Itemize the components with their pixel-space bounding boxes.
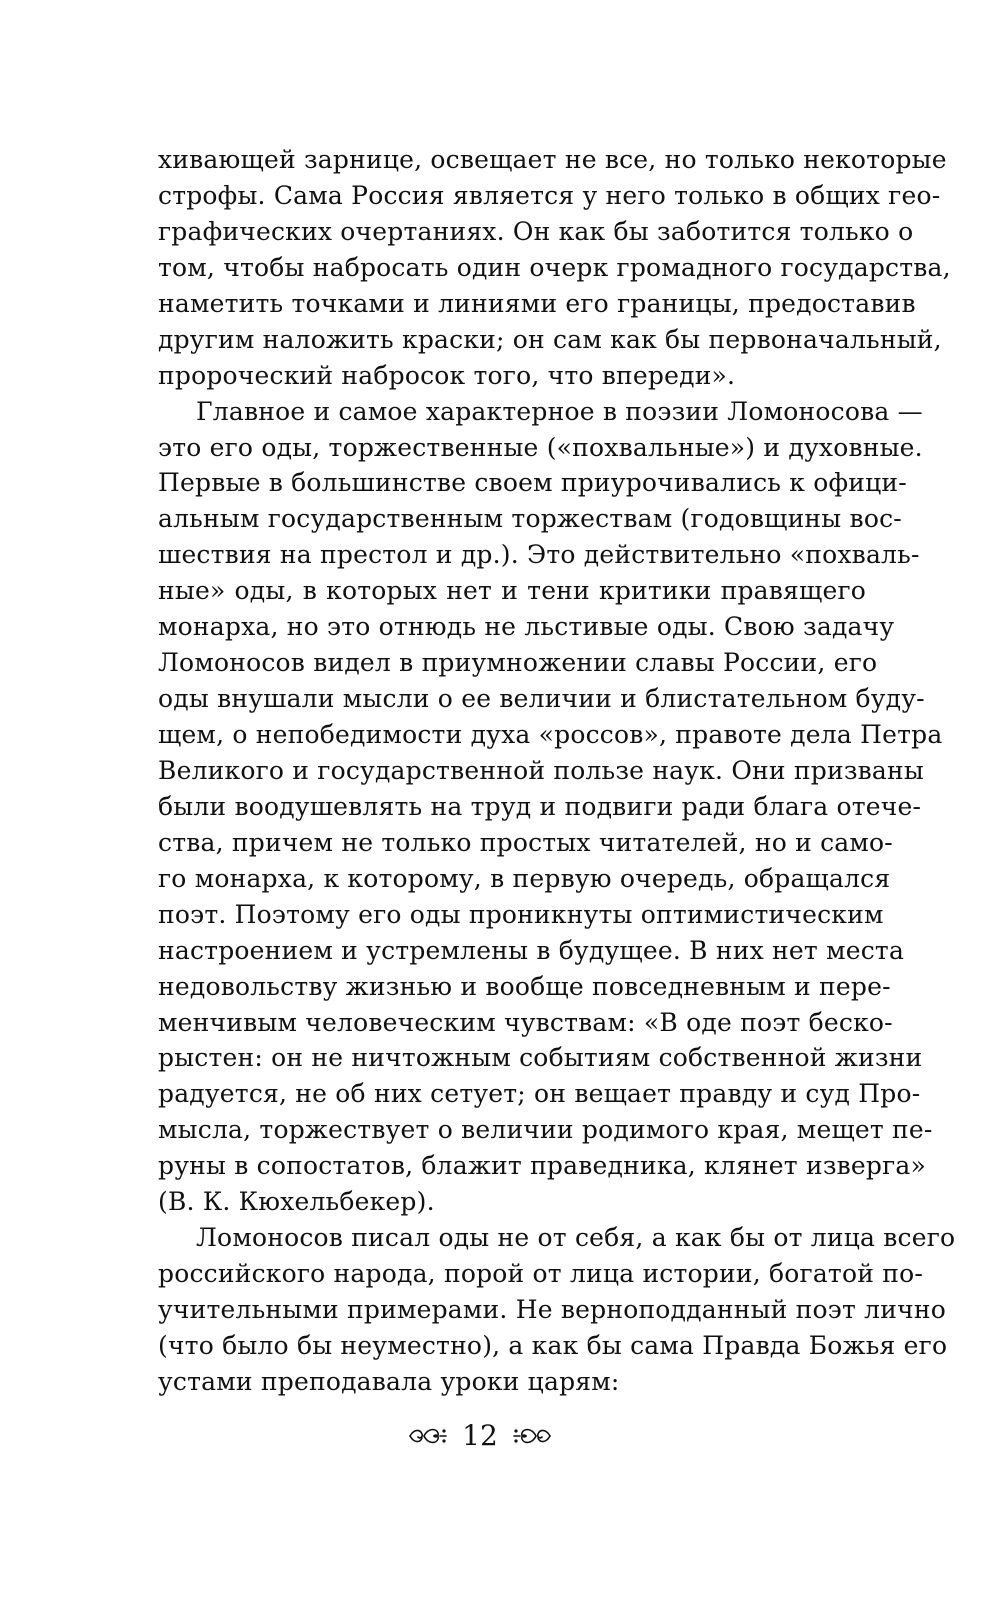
text-line: поэт. Поэтому его оды проникнуты оптимистическим bbox=[158, 899, 884, 929]
text-line: альным государственным торжествам (годовщины вос- bbox=[158, 504, 902, 534]
paragraph bbox=[158, 394, 943, 1221]
text-line: щем, о непобедимости духа «россов», правоте дела Петра bbox=[158, 720, 943, 749]
text-line: Ломоносов видел в приумножении славы России, его bbox=[158, 648, 878, 678]
text-line: го монарха, к которому, в первую очередь, обращался bbox=[158, 863, 891, 893]
folio bbox=[0, 1418, 960, 1454]
paragraph bbox=[158, 142, 951, 394]
paragraph bbox=[158, 1220, 956, 1400]
text-line: радуется, не об них сетует; он вещает правду и суд Про- bbox=[158, 1079, 921, 1109]
text-line: учительными примерами. Не верноподданный поэт лично bbox=[158, 1295, 946, 1324]
fleuron-right-icon bbox=[512, 1423, 554, 1449]
text-line: были воодушевлять на труд и подвиги ради блага отече- bbox=[158, 791, 922, 821]
text-line: монарха, но это отнюдь не льстивые оды. Свою задачу bbox=[158, 612, 895, 642]
text-line: менчивым человеческим чувствам: «В оде поэт беско- bbox=[158, 1007, 893, 1037]
text-line: наметить точками и линиями его границы, предоставив bbox=[158, 288, 916, 318]
text-line: ные» оды, в которых нет и тени критики правящего bbox=[158, 576, 866, 606]
fleuron-left-icon bbox=[406, 1423, 448, 1449]
text-line: рыстен: он не ничтожным событиям собственной жизни bbox=[158, 1043, 923, 1073]
text-line: оды внушали мысли о ее величии и блистательном буду- bbox=[158, 684, 925, 714]
page-number: 12 bbox=[462, 1419, 498, 1452]
text-line: недовольству жизнью и вообще повседневным и пере- bbox=[158, 971, 891, 1001]
text-line: Ломоносов писал оды не от себя, а как бы от лица всего bbox=[196, 1223, 956, 1253]
text-line: пророческий набросок того, что впереди». bbox=[158, 360, 736, 390]
text-line: настроением и устремлены в будущее. В них нет места bbox=[158, 935, 905, 965]
text-line: руны в сопостатов, блажит праведника, клянет изверга» bbox=[158, 1151, 927, 1181]
text-line: Главное и самое характерное в поэзии Ломоносова — bbox=[196, 396, 923, 426]
text-line: хивающей зарнице, освещает не все, но только некоторые bbox=[158, 145, 947, 174]
text-line: (что было бы неуместно), а как бы сама Правда Божья его bbox=[158, 1330, 948, 1360]
body-text bbox=[158, 142, 956, 1400]
text-line: строфы. Сама Россия является у него только в общих гео- bbox=[158, 180, 941, 210]
text-line: графических очертаниях. Он как бы заботится только о bbox=[158, 216, 914, 246]
text-line: российского народа, порой от лица истории, богатой по- bbox=[158, 1259, 923, 1289]
text-line: мысла, торжествует о величии родимого края, мещет пе- bbox=[158, 1115, 933, 1145]
text-line: это его оды, торжественные («похвальные») и духовные. bbox=[158, 432, 923, 462]
text-line: (В. К. Кюхельбекер). bbox=[158, 1187, 435, 1217]
text-line: шествия на престол и др.). Это действительно «похваль- bbox=[158, 540, 920, 570]
text-line: другим наложить краски; он сам как бы первоначальный, bbox=[158, 324, 942, 354]
text-line: устами преподавала уроки царям: bbox=[158, 1366, 620, 1396]
text-line: Первые в большинстве своем приурочивались к офици- bbox=[158, 468, 907, 498]
text-line: ства, причем не только простых читателей, но и само- bbox=[158, 827, 893, 857]
text-line: Великого и государственной пользе наук. Они призваны bbox=[158, 755, 924, 785]
text-line: том, чтобы набросать один очерк громадного государства, bbox=[158, 252, 951, 282]
